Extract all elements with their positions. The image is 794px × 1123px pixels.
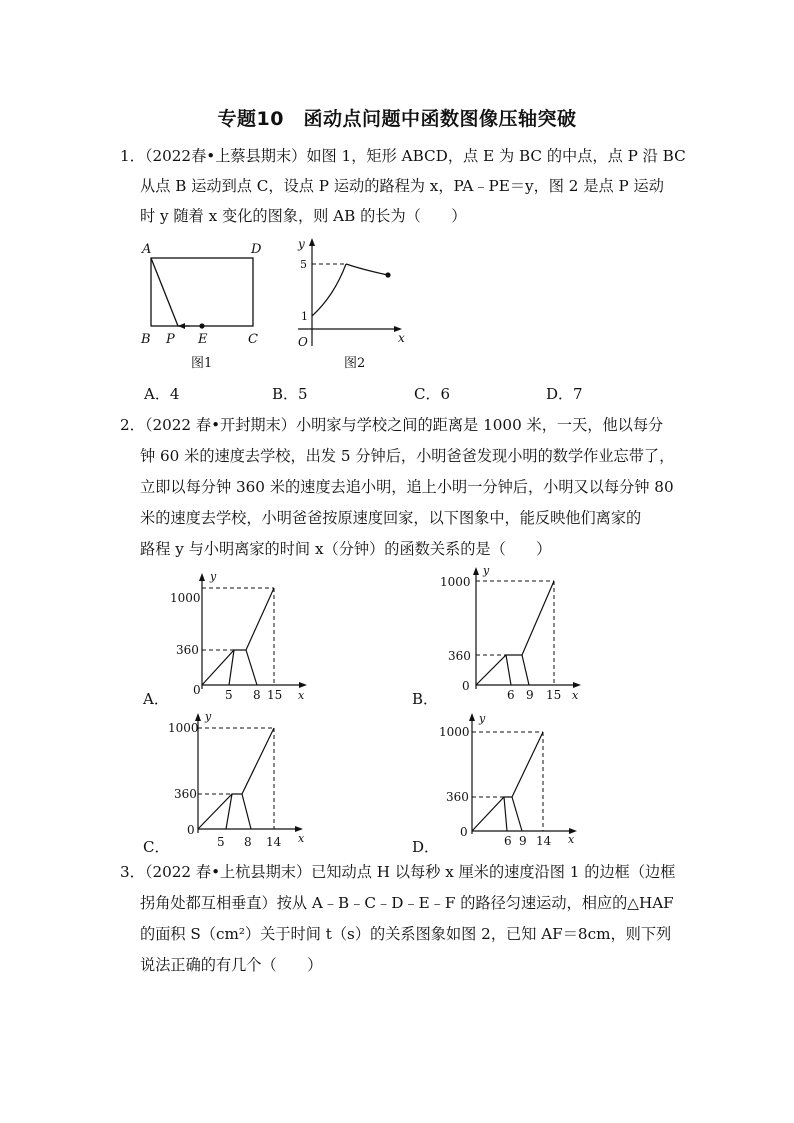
label-a: A xyxy=(142,242,152,257)
graph-c-tick-1000: 1000 xyxy=(168,721,199,735)
q1-option-b[interactable]: B．5 xyxy=(272,385,308,403)
q2-option-b-label[interactable]: B． xyxy=(412,690,439,708)
graph-b-tick-x3: 15 xyxy=(546,688,562,702)
label-e: E xyxy=(198,332,208,347)
q1-option-a[interactable]: A．4 xyxy=(144,385,180,403)
q2-graph-d[interactable] xyxy=(432,708,592,848)
fig2-x-label: x xyxy=(398,331,405,345)
q1-line-1: 1．（2022春•上蔡县期末）如图 1，矩形 ABCD，点 E 为 BC 的中点，点 P 沿 BC xyxy=(120,147,686,165)
q1-line-2: 从点 B 运动到点 C，设点 P 运动的路程为 x，PA﹣PE＝y，图 2 是点 P 运动 xyxy=(140,177,664,195)
graph-c-tick-x1: 5 xyxy=(217,835,225,848)
graph-b-tick-x1: 6 xyxy=(507,688,515,702)
graph-a-y-label: y xyxy=(210,570,217,583)
graph-c-x-label: x xyxy=(298,832,305,845)
graph-b-tick-x2: 9 xyxy=(526,688,534,702)
fig1-caption: 图1 xyxy=(191,356,213,371)
graph-d-tick-x1: 6 xyxy=(504,834,512,848)
graph-d-x-label: x xyxy=(568,833,575,846)
graph-a-origin: 0 xyxy=(193,683,201,697)
q1-option-c[interactable]: C．6 xyxy=(414,385,451,403)
label-c: C xyxy=(248,332,258,347)
graph-b-tick-1000: 1000 xyxy=(440,575,471,589)
graph-c-tick-360: 360 xyxy=(174,787,197,801)
fig2-tick-1: 1 xyxy=(301,310,308,323)
q2-option-d-label[interactable]: D． xyxy=(412,838,440,856)
q3-line-4: 说法正确的有几个（ ） xyxy=(140,956,323,974)
q2-option-c-label[interactable]: C． xyxy=(143,838,170,856)
label-d: D xyxy=(251,242,262,257)
q1-line-3: 时 y 随着 x 变化的图象，则 AB 的长为（ ） xyxy=(140,207,467,225)
graph-a-tick-x3: 15 xyxy=(267,688,283,702)
graph-c-tick-x3: 14 xyxy=(266,835,282,848)
graph-a-tick-360: 360 xyxy=(176,643,199,657)
q3-line-3: 的面积 S（cm²）关于时间 t（s）的关系图象如图 2，已知 AF＝8cm，则下列 xyxy=(140,925,672,943)
q1-option-d[interactable]: D．7 xyxy=(546,385,583,403)
graph-a-tick-x1: 5 xyxy=(225,688,233,702)
q3-line-1: 3．（2022 春•上杭县期末）已知动点 H 以每秒 x 厘米的速度沿图 1 的边框（边框 xyxy=(120,863,676,881)
label-b: B xyxy=(141,332,151,347)
graph-d-origin: 0 xyxy=(460,825,468,839)
graph-d-tick-x2: 9 xyxy=(519,834,527,848)
q2-line-3: 立即以每分钟 360 米的速度去追小明，追上小明一分钟后，小明又以每分钟 80 xyxy=(140,478,674,496)
graph-b-tick-360: 360 xyxy=(448,649,471,663)
q2-line-4: 米的速度去学校，小明爸爸按原速度回家，以下图象中，能反映他们离家的 xyxy=(140,509,642,527)
q1-figure-2 xyxy=(290,236,410,372)
q2-graph-a[interactable] xyxy=(160,568,320,704)
q2-line-2: 钟 60 米的速度去学校，出发 5 分钟后，小明爸爸发现小明的数学作业忘带了， xyxy=(140,447,675,465)
graph-a-tick-1000: 1000 xyxy=(170,591,201,605)
q2-graph-c[interactable] xyxy=(160,708,320,848)
graph-d-tick-x3: 14 xyxy=(536,834,552,848)
graph-c-origin: 0 xyxy=(187,823,195,837)
point-e-dot xyxy=(199,323,204,328)
graph-b-origin: 0 xyxy=(462,679,470,693)
page-title: 专题10 函动点问题中函数图像压轴突破 xyxy=(217,108,577,130)
q2-option-a-label[interactable]: A． xyxy=(143,690,169,708)
graph-d-tick-360: 360 xyxy=(446,790,469,804)
graph-a-tick-x2: 8 xyxy=(253,688,261,702)
fig2-caption: 图2 xyxy=(344,356,366,371)
q1-figure-1 xyxy=(130,236,280,372)
fig2-origin: O xyxy=(298,335,308,349)
q2-line-1: 2．（2022 春•开封期末）小明家与学校之间的距离是 1000 米，一天，他以每分 xyxy=(120,416,664,434)
graph-a-x-label: x xyxy=(298,689,305,702)
graph-c-y-label: y xyxy=(205,710,212,723)
graph-b-y-label: y xyxy=(483,564,490,577)
q3-line-2: 拐角处都互相垂直）按从 A﹣B﹣C﹣D﹣E﹣F 的路径匀速运动，相应的△HAF xyxy=(140,894,674,912)
fig2-tick-5: 5 xyxy=(300,258,307,271)
label-p: P xyxy=(166,332,175,347)
graph-c-tick-x2: 8 xyxy=(244,835,252,848)
graph-b-x-label: x xyxy=(572,689,579,702)
graph-d-y-label: y xyxy=(479,712,486,725)
q2-graph-b[interactable] xyxy=(432,562,592,702)
graph-d-tick-1000: 1000 xyxy=(439,725,470,739)
q2-line-5: 路程 y 与小明离家的时间 x（分钟）的函数关系的是（ ） xyxy=(140,540,552,558)
fig2-y-label: y xyxy=(298,237,305,251)
